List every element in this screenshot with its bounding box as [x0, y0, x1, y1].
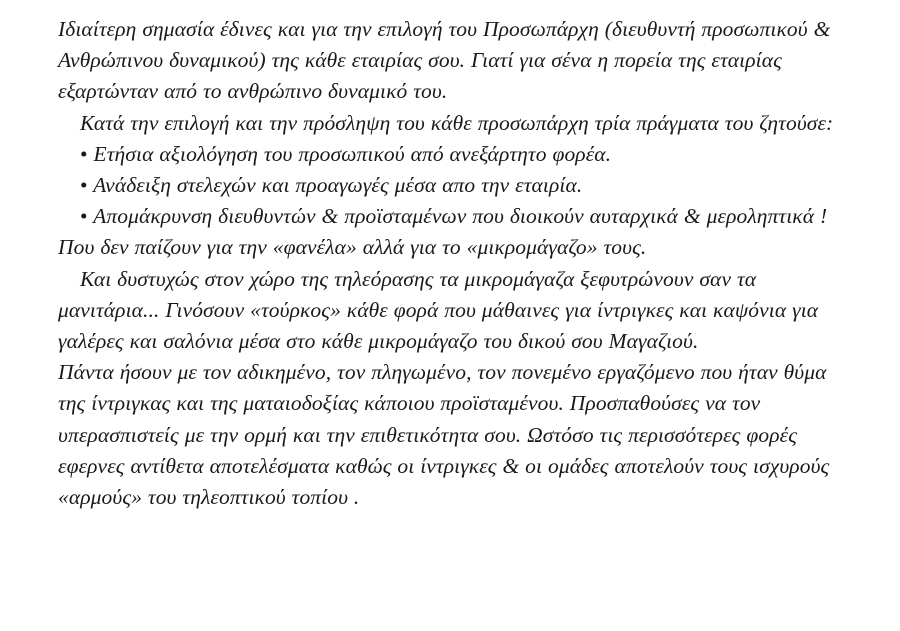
bullet-item-text: Ετήσια αξιολόγηση του προσωπικού από ανεξάρτητο φορέα. [93, 141, 612, 166]
bullet-marker-icon: • [80, 173, 88, 198]
bullet-list-item [58, 201, 848, 263]
paragraph: Πάντα ήσουν με τον αδικημένο, τον πληγωμένο, τον πονεμένο εργαζόμενο που ήταν θύμα της ίντριγκας και της ματαιοδοξίας κάποιου προϊσταμένου. Προσπαθούσες να τον υπερασπιστείς με την ορμή και την επιθετικότητα σου. Ωστόσο τις περισσότερες φορές εφερνες αντίθετα αποτελέσματα καθώς οι ίντριγκες & οι ομάδες αποτελούν τους ισχυρούς «αρμούς» του τηλεοπτικού τοπίου . [58, 360, 830, 510]
bullet-list-item [58, 139, 848, 170]
bullet-list-item [58, 170, 848, 201]
document-text-body [58, 14, 848, 513]
bullet-marker-icon: • [80, 141, 88, 166]
bullet-item-text: Απομάκρυνση διευθυντών & προϊσταμένων που διοικούν αυταρχικά & μεροληπτικά ! Που δεν παίζουν για την «φανέλα» αλλά για το «μικρομάγαζο» τους. [58, 204, 828, 260]
paragraph: Ιδιαίτερη σημασία έδινες και για την επιλογή του Προσωπάρχη (διευθυντή προσωπικού & Ανθρώπινου δυναμικού) της κάθε εταιρίας σου. Γιατί για σένα η πορεία της εταιρίας εξαρτώνταν από το ανθρώπινο δυναμικό του. [58, 17, 831, 104]
bullet-item-text: Ανάδειξη στελεχών και προαγωγές μέσα απο την εταιρία. [93, 173, 583, 198]
bullet-marker-icon: • [80, 204, 88, 229]
paragraph: Και δυστυχώς στον χώρο της τηλεόρασης τα μικρομάγαζα ξεφυτρώνουν σαν τα μανιτάρια... Γινόσουν «τούρκος» κάθε φορά που μάθαινες για ίντριγκες και καψόνια για γαλέρες και σαλόνια μέσα στο κάθε μικρομάγαζο του δικού σου Μαγαζιού. [58, 266, 819, 354]
paragraph: Κατά την επιλογή και την πρόσληψη του κάθε προσωπάρχη τρία πράγματα του ζητούσε: [80, 110, 834, 135]
